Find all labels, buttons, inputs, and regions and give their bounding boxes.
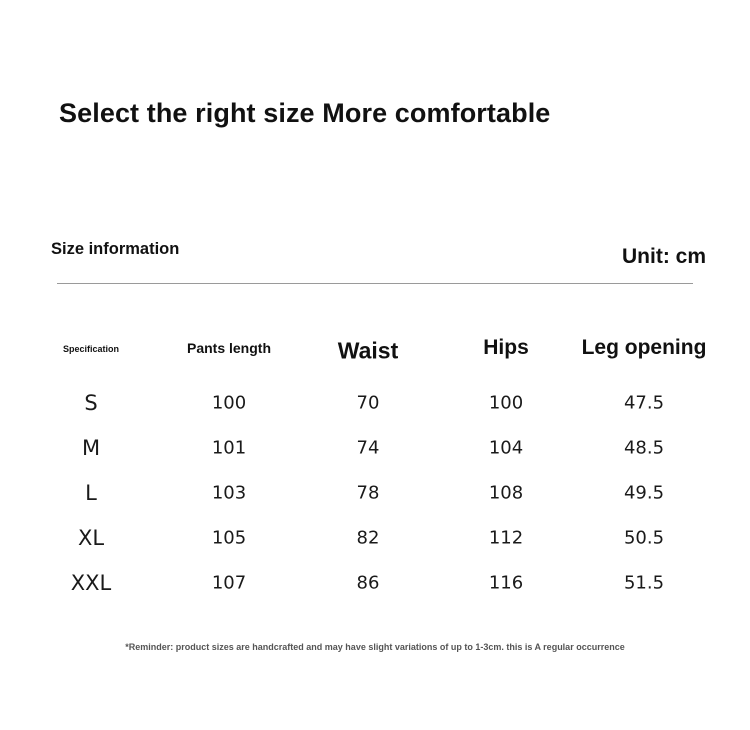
- header-hips: Hips: [483, 336, 529, 359]
- headline: Select the right size More comfortable: [59, 98, 551, 128]
- leg-opening-l: 49.5: [623, 482, 665, 504]
- header-waist: Waist: [337, 337, 399, 364]
- hips-xxl: 116: [488, 572, 524, 594]
- header-pants-length: Pants length: [186, 340, 272, 356]
- size-xxl: XXL: [70, 571, 112, 595]
- leg-opening-m: 48.5: [623, 437, 665, 459]
- pants-length-l: 103: [211, 482, 247, 504]
- pants-length-s: 100: [211, 392, 247, 414]
- hips-l: 108: [488, 482, 524, 504]
- size-xl: XL: [77, 526, 105, 550]
- size-m: M: [81, 436, 101, 460]
- header-specification: Specification: [62, 344, 120, 354]
- leg-opening-xl: 50.5: [623, 527, 665, 549]
- header-leg-opening: Leg opening: [581, 336, 707, 359]
- hips-xl: 112: [488, 527, 524, 549]
- hips-m: 104: [488, 437, 524, 459]
- leg-opening-s: 47.5: [623, 392, 665, 414]
- reminder-note: *Reminder: product sizes are handcrafted and may have slight variations of up to 1-3cm. this is A regular occurrence: [125, 642, 625, 652]
- size-l: L: [85, 481, 97, 505]
- pants-length-xl: 105: [211, 527, 247, 549]
- waist-xl: 82: [356, 527, 380, 549]
- unit-label: Unit: cm: [622, 245, 706, 268]
- divider: [57, 283, 693, 284]
- waist-l: 78: [356, 482, 380, 504]
- leg-opening-xxl: 51.5: [623, 572, 665, 594]
- waist-m: 74: [356, 437, 380, 459]
- waist-s: 70: [356, 392, 380, 414]
- waist-xxl: 86: [356, 572, 380, 594]
- hips-s: 100: [488, 392, 524, 414]
- pants-length-xxl: 107: [211, 572, 247, 594]
- size-s: S: [84, 391, 98, 415]
- pants-length-m: 101: [211, 437, 247, 459]
- section-title: Size information: [51, 240, 180, 258]
